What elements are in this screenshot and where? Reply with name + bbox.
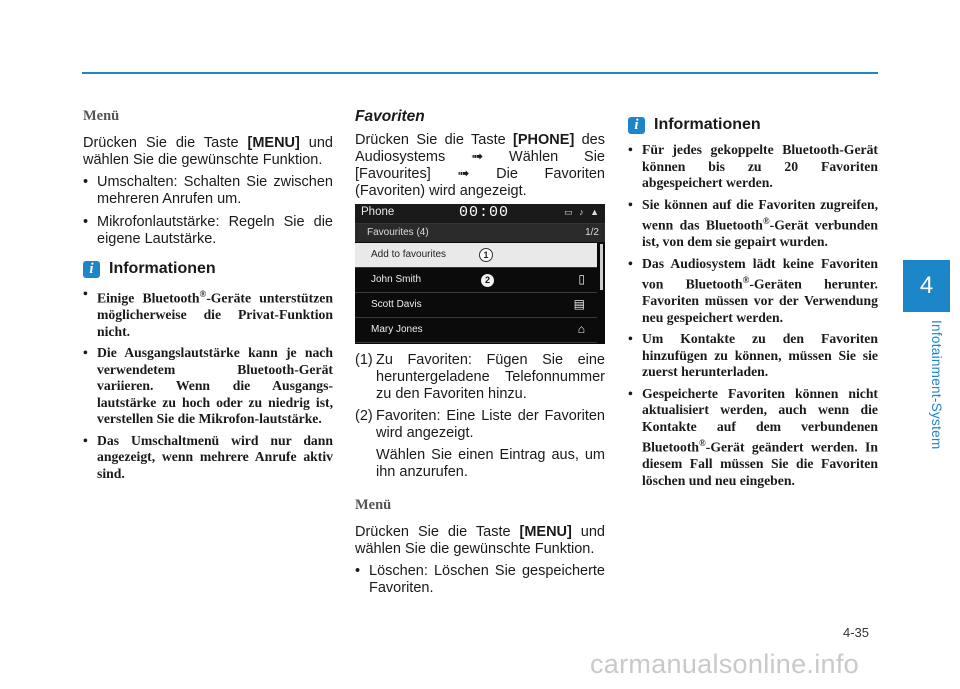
row-label: Scott Davis xyxy=(371,299,422,310)
item-text: Zu Favoriten: Fügen Sie eine heruntergeladene Telefonnummer zu den Favoriten hinzu. xyxy=(376,352,605,402)
info-header xyxy=(83,260,333,278)
bullet-text: -Geräten herunter. Favoriten müssen vor der Verwendung neu gespeichert werden. xyxy=(642,276,878,325)
info-icon: i xyxy=(628,117,645,134)
item-text: Favoriten: Eine Liste der Favoriten wird angezeigt. xyxy=(376,408,605,441)
favoriten-heading: Favoriten xyxy=(355,108,425,125)
registered-mark: ® xyxy=(762,216,770,226)
menu-instruction-pre: Drücken Sie die Taste xyxy=(355,524,520,540)
info-title: Informationen xyxy=(109,260,216,277)
bullet-text: Sie können auf die Favoriten zugreifen, wenn das Bluetooth xyxy=(642,196,878,233)
bullet-text: Einige Bluetooth xyxy=(97,290,200,306)
menu-instruction-pre: Drücken Sie die Taste xyxy=(83,135,248,151)
list-item: • Für jedes gekoppelte Bluetooth-Gerät können bis zu 20 Favoriten abgespeichert werden. xyxy=(628,142,878,190)
page-number: 4-35 xyxy=(843,625,870,640)
intro-pre: Drücken Sie die Taste xyxy=(355,132,514,148)
bullet-text: Umschalten: Schalten Sie zwischen mehreren Anrufen um. xyxy=(97,174,333,207)
callout-list xyxy=(355,352,605,481)
menu-key: [MENU] xyxy=(247,135,300,151)
section-label xyxy=(928,320,948,455)
office-icon: ▤ xyxy=(573,297,585,311)
list-item: • Einige Bluetooth®-Geräte unterstützen möglicherweise die Privat-Funktion nicht. xyxy=(83,286,333,339)
callout-marker-1: 1 xyxy=(479,248,493,262)
item-number: (2) xyxy=(355,408,373,424)
screen-scrollbar xyxy=(600,244,603,290)
favourite-row xyxy=(355,318,597,343)
bullet-text: -Gerät verbunden ist, von dem sie gepairt wurden. xyxy=(642,217,878,250)
bullet-text: -Geräte unterstützen möglicherweise die Privat-Funktion nicht. xyxy=(97,290,333,339)
favourite-row xyxy=(355,293,597,318)
list-item: • Umschalten: Schalten Sie zwischen mehreren Anrufen um. xyxy=(83,174,333,207)
list-item: • Gespeicherte Favoriten können nicht aktualisiert werden, auch wenn die Kontakte auf dem verbundenen Bluetooth®-Gerät geändert werden. In diesem Fall müssen Sie die Favoriten löschen und neu eingeben. xyxy=(628,385,878,488)
screen-top-bar xyxy=(355,204,605,224)
intro-post: des Audiosystems ➟ Wählen Sie [Favourites] ➟ Die Favoriten (Favoriten) wird angezeigt. xyxy=(355,132,605,199)
chapter-tab: 4 xyxy=(903,260,950,312)
menu-bullet-list xyxy=(83,174,333,248)
row-label: Add to favourites xyxy=(371,249,447,260)
page-indicator: 1/2 xyxy=(585,227,599,238)
row-label: John Smith xyxy=(371,274,422,285)
registered-mark: ® xyxy=(742,275,750,286)
registered-mark: ® xyxy=(699,438,706,449)
list-item: • Mikrofonlautstärke: Regeln Sie die eigene Lautstärke. xyxy=(83,214,333,247)
list-item: • Löschen: Löschen Sie gespeicherte Favoriten. xyxy=(355,563,605,596)
section-label-text: Infotainment-System xyxy=(929,320,944,450)
column-3 xyxy=(628,108,878,494)
list-item xyxy=(355,352,605,403)
menu-instruction-post: und wählen Sie die gewünschte Funktion. xyxy=(83,135,333,168)
bullet-text: Löschen: Löschen Sie gespeicherte Favoriten. xyxy=(369,563,605,596)
bullet-text: Das Audiosystem lädt keine Favoriten von Bluetooth xyxy=(642,255,878,292)
list-item: • Das Audiosystem lädt keine Favoriten von Bluetooth®-Geräten herunter. Favoriten müssen vor der Verwendung neu gespeichert werden. xyxy=(628,255,878,325)
bullet-text: Gespeicherte Favoriten können nicht aktualisiert werden, auch wenn die Kontakte auf dem verbundenen Bluetooth xyxy=(642,385,878,455)
status-icons: ▭ ♪ ▲ xyxy=(564,207,601,217)
info-title: Informationen xyxy=(654,116,761,133)
list-item xyxy=(355,408,605,481)
phone-key: [PHONE] xyxy=(513,132,575,148)
registered-mark: ® xyxy=(199,289,207,299)
row-label: Mary Jones xyxy=(371,324,423,335)
screen-time: 00:00 xyxy=(459,204,510,221)
list-item: • Das Umschaltmenü wird nur dann angezeigt, wenn mehrere Anrufe aktiv sind. xyxy=(83,432,333,481)
list-item: • Die Ausgangslautstärke kann je nach verwendetem Bluetooth-Gerät variieren. Wenn die Ausgangs-lautstärke zu hoch oder zu niedrig ist, verstellen Sie die Mikrofon-lautstärke. xyxy=(83,345,333,427)
menu-instruction-2 xyxy=(355,524,605,558)
menu-instruction-post: und wählen Sie die gewünschte Funktion. xyxy=(355,524,605,557)
favourite-row xyxy=(355,268,597,293)
list-item: • Um Kontakte zu den Favoriten hinzufügen zu können, müssen Sie sie zuerst herunterladen. xyxy=(628,331,878,380)
info-bullet-list xyxy=(83,286,333,482)
column-2 xyxy=(355,108,605,603)
menu-instruction xyxy=(83,135,333,169)
bullet-text: Die Ausgangslautstärke kann je nach verwendetem Bluetooth-Gerät variieren. Wenn die Ausgangs-lautstärke zu hoch oder zu niedrig ist, verstellen Sie die Mikrofon-lautstärke. xyxy=(97,345,333,427)
bullet-text: Für jedes gekoppelte Bluetooth-Gerät können bis zu 20 Favoriten abgespeichert werden. xyxy=(642,142,878,190)
top-rule xyxy=(82,72,878,74)
watermark: carmanualsonline.info xyxy=(590,649,859,679)
bullet-text: Um Kontakte zu den Favoriten hinzufügen zu können, müssen Sie sie zuerst herunterladen. xyxy=(642,331,878,380)
item-extra-text: Wählen Sie einen Eintrag aus, um ihn anzurufen. xyxy=(376,447,605,480)
bullet-text: Mikrofonlautstärke: Regeln Sie die eigene Lautstärke. xyxy=(97,214,333,247)
favoriten-intro xyxy=(355,132,605,200)
menu-bullet-list-2 xyxy=(355,563,605,597)
item-number: (1) xyxy=(355,352,373,368)
screen-title: Phone xyxy=(361,206,395,218)
info-icon: i xyxy=(83,261,100,278)
favourites-count: Favourites (4) xyxy=(367,227,429,238)
mobile-icon: ▯ xyxy=(578,272,585,286)
column-1 xyxy=(83,108,333,487)
info-bullet-list xyxy=(628,142,878,489)
bullet-text: Das Umschaltmenü wird nur dann angezeigt, wenn mehrere Anrufe aktiv sind. xyxy=(97,432,333,481)
home-icon: ⌂ xyxy=(577,322,585,336)
screen-list-header xyxy=(355,224,605,242)
add-to-favourites-row xyxy=(355,243,597,268)
callout-marker-2: 2 xyxy=(481,274,494,287)
info-header xyxy=(628,116,878,134)
bullet-text: -Gerät geändert werden. In diesem Fall müssen Sie die Favoriten löschen und neu eingeben. xyxy=(642,439,878,488)
menu-key: [MENU] xyxy=(519,524,572,540)
menu-heading-2: Menü xyxy=(355,497,392,513)
phone-screen-image xyxy=(355,204,605,344)
list-item: • Sie können auf die Favoriten zugreifen, wenn das Bluetooth®-Gerät verbunden ist, von dem sie gepairt wurden. xyxy=(628,196,878,250)
menu-heading: Menü xyxy=(83,108,120,124)
